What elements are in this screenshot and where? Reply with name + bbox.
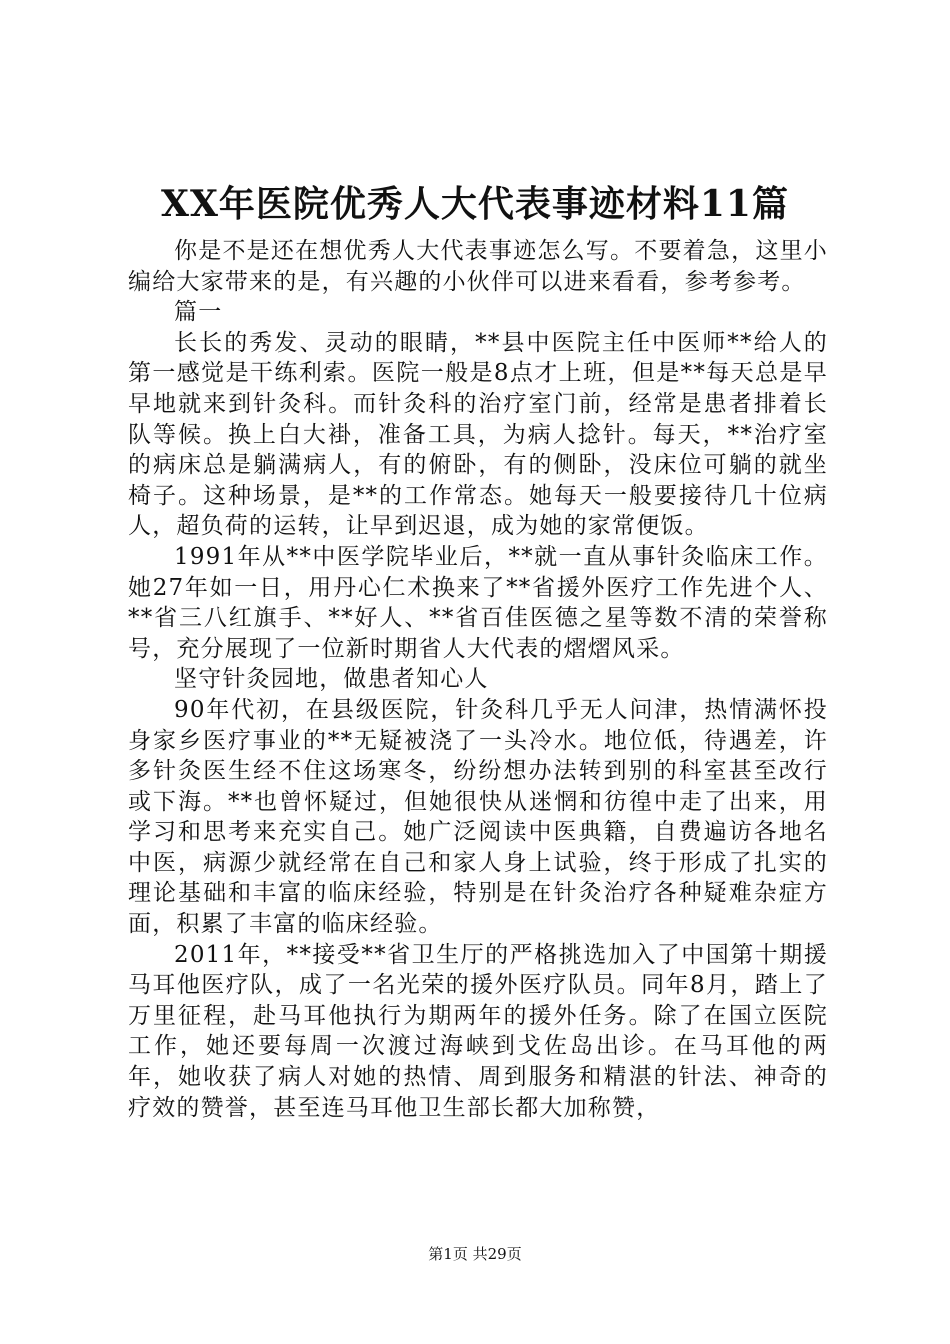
paragraph-intro: 你是不是还在想优秀人大代表事迹怎么写。不要着急，这里小编给大家带来的是，有兴趣的小伙伴可以进来看看，参考参考。	[128, 238, 828, 295]
paragraph: 2011年，**接受**省卫生厅的严格挑选加入了中国第十期援马耳他医疗队，成了一名光荣的援外医疗队员。同年8月，踏上了万里征程，赴马耳他执行为期两年的援外任务。除了在国立医院工作，她还要每周一次渡过海峡到戈佐岛出诊。在马耳他的两年，她收获了病人对她的热情、周到服务和精湛的针法、神奇的疗效的赞誉，甚至连马耳他卫生部长都大加称赞，	[128, 941, 828, 1121]
paragraph: 长长的秀发、灵动的眼睛，**县中医院主任中医师**给人的第一感觉是干练利索。医院一般是8点才上班，但是**每天总是早早地就来到针灸科。而针灸科的治疗室门前，经常是患者排着长队等候。换上白大褂，准备工具，为病人捻针。每天，**治疗室的病床总是躺满病人，有的俯卧，有的侧卧，没床位可躺的就坐椅子。这种场景，是**的工作常态。她每天一般要接待几十位病人，超负荷的运转，让早到迟退，成为她的家常便饭。	[128, 329, 828, 540]
paragraph: 90年代初，在县级医院，针灸科几乎无人问津，热情满怀投身家乡医疗事业的**无疑被浇了一头冷水。地位低，待遇差，许多针灸医生经不住这场寒冬，纷纷想办法转到别的科室甚至改行或下海。**也曾怀疑过，但她很快从迷惘和彷徨中走了出来，用学习和思考来充实自己。她广泛阅读中医典籍，自费遍访各地名中医，病源少就经常在自己和家人身上试验，终于形成了扎实的理论基础和丰富的临床经验，特别是在针灸治疗各种疑难杂症方面，积累了丰富的临床经验。	[128, 696, 828, 938]
page-number-footer: 第1页 共29页	[428, 1245, 522, 1263]
paragraph: 1991年从**中医学院毕业后，**就一直从事针灸临床工作。她27年如一日，用丹心仁术换来了**省援外医疗工作先进个人、**省三八红旗手、**好人、**省百佳医德之星等数不清的荣誉称号，充分展现了一位新时期省人大代表的熠熠风采。	[128, 543, 828, 662]
document-body	[128, 236, 828, 1123]
document-title: XX年医院优秀人大代表事迹材料11篇	[161, 183, 789, 225]
section-subheading: 坚守针灸园地，做患者知心人	[174, 666, 489, 693]
section-heading-part-one: 篇一	[174, 299, 223, 326]
